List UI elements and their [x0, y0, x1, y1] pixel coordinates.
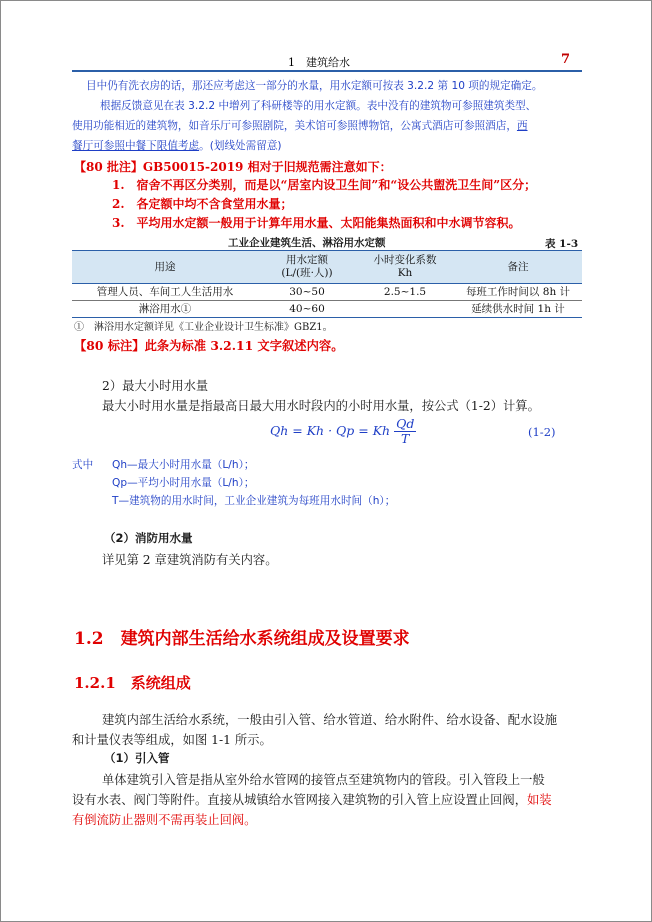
- formula-1-2: [270, 417, 416, 446]
- note-80-item-2: 2. 各定额中均不含食堂用水量；: [112, 197, 293, 211]
- max-hour-text: 最大小时用水量是指最高日最大用水时段内的小时用水量，按公式（1-2）计算。: [102, 399, 540, 413]
- section-1-2-1-title: 1.2.1 系统组成: [74, 674, 191, 692]
- inlet-line-1: 单体建筑引入管是指从室外给水管网的接管点至建筑物内的管段。引入管段上一般: [102, 773, 545, 787]
- blue-para-line-3: 使用功能相近的建筑物，如音乐厅可参照剧院，美术馆可参照博物馆，公寓式酒店可参照酒店，西: [72, 120, 528, 132]
- blue-para-line-4: 餐厅可参照中餐下限值考虑。(划线处需留意): [72, 140, 282, 152]
- cell: 40~60: [258, 301, 356, 318]
- blue-para-line-1: 目中仍有洗衣房的话，那还应考虑这一部分的水量，用水定额可按表 3.2.2 第 10 项的规定确定。: [86, 80, 543, 92]
- cell: 管理人员、车间工人生活用水: [72, 284, 258, 301]
- fraction-denominator: T: [401, 431, 410, 446]
- where-label: 式中: [72, 459, 94, 471]
- header-purpose: 用途: [72, 251, 258, 284]
- note-80-mark: 【80 标注】此条为标准 3.2.11 文字叙述内容。: [74, 338, 344, 353]
- fire-heading: （2）消防用水量: [104, 531, 193, 545]
- inlet-heading: （1）引入管: [104, 751, 170, 765]
- formula-lhs: Qh = Kh · Qp = Kh: [270, 423, 391, 438]
- table-row: [72, 301, 582, 318]
- inlet-line-2: 设有水表、阀门等附件。直接从城镇给水管网接入建筑物的引入管上应设置止回阀，如装: [72, 793, 552, 807]
- formula-number: (1-2): [528, 425, 556, 439]
- fraction-numerator: Qd: [396, 416, 415, 431]
- note-80-item-1: 1. 宿舍不再区分类别，而是以“居室内设卫生间”和“设公共盥洗卫生间”区分；: [112, 178, 537, 192]
- cell: 每班工作时间以 8h 计: [454, 284, 582, 301]
- cell: [356, 301, 454, 318]
- header-remark: 备注: [454, 251, 582, 284]
- blue-para-line-2: 根据反馈意见在表 3.2.2 中增列了科研楼等的用水定额。表中没有的建筑物可参照建筑类型、: [100, 100, 537, 112]
- def-qh: Qh—最大小时用水量（L/h）；: [112, 459, 255, 471]
- header-factor: 小时变化系数 Kh: [356, 251, 454, 284]
- formula-fraction: [394, 417, 416, 446]
- table-number: 表 1-3: [545, 238, 579, 250]
- composition-line-2: 和计量仪表等组成，如图 1-1 所示。: [72, 733, 272, 747]
- note-80-title: 【80 批注】GB50015-2019 相对于旧规范需注意如下：: [74, 160, 392, 174]
- table-header-row: [72, 251, 582, 284]
- header-quota: 用水定额 (L/(班·人)): [258, 251, 356, 284]
- page-number: 7: [561, 52, 571, 67]
- fire-text: 详见第 2 章建筑消防有关内容。: [102, 553, 278, 567]
- section-1-2-title: 1.2 建筑内部生活给水系统组成及设置要求: [74, 629, 410, 649]
- water-quota-table: [72, 250, 582, 318]
- header-rule: [72, 70, 582, 72]
- running-header: 1 建筑给水: [288, 56, 350, 69]
- table-caption: 工业企业建筑生活、淋浴用水定额: [228, 237, 386, 249]
- max-hour-heading: 2）最大小时用水量: [102, 379, 209, 393]
- cell: 延续供水时间 1h 计: [454, 301, 582, 318]
- underlined-text: 西: [516, 120, 528, 132]
- note-80-item-3: 3. 平均用水定额一般用于计算年用水量、太阳能集热面积和中水调节容积。: [112, 216, 521, 230]
- cell: 2.5~1.5: [356, 284, 454, 301]
- composition-line-1: 建筑内部生活给水系统，一般由引入管、给水管道、给水附件、给水设备、配水设施: [102, 713, 557, 727]
- table-footnote: ① 淋浴用水定额详见《工业企业设计卫生标准》GBZ1。: [74, 322, 333, 333]
- inlet-line-3: 有倒流防止器则不需再装止回阀。: [72, 813, 257, 827]
- def-t: T—建筑物的用水时间，工业企业建筑为每班用水时间（h）；: [112, 495, 396, 507]
- cell: 30~50: [258, 284, 356, 301]
- table-row: [72, 284, 582, 301]
- def-qp: Qp—平均小时用水量（L/h）；: [112, 477, 255, 489]
- inlet-red-tail: 如装: [527, 793, 552, 807]
- underlined-text: 餐厅可参照中餐下限值考虑: [72, 140, 200, 152]
- cell: 淋浴用水①: [72, 301, 258, 318]
